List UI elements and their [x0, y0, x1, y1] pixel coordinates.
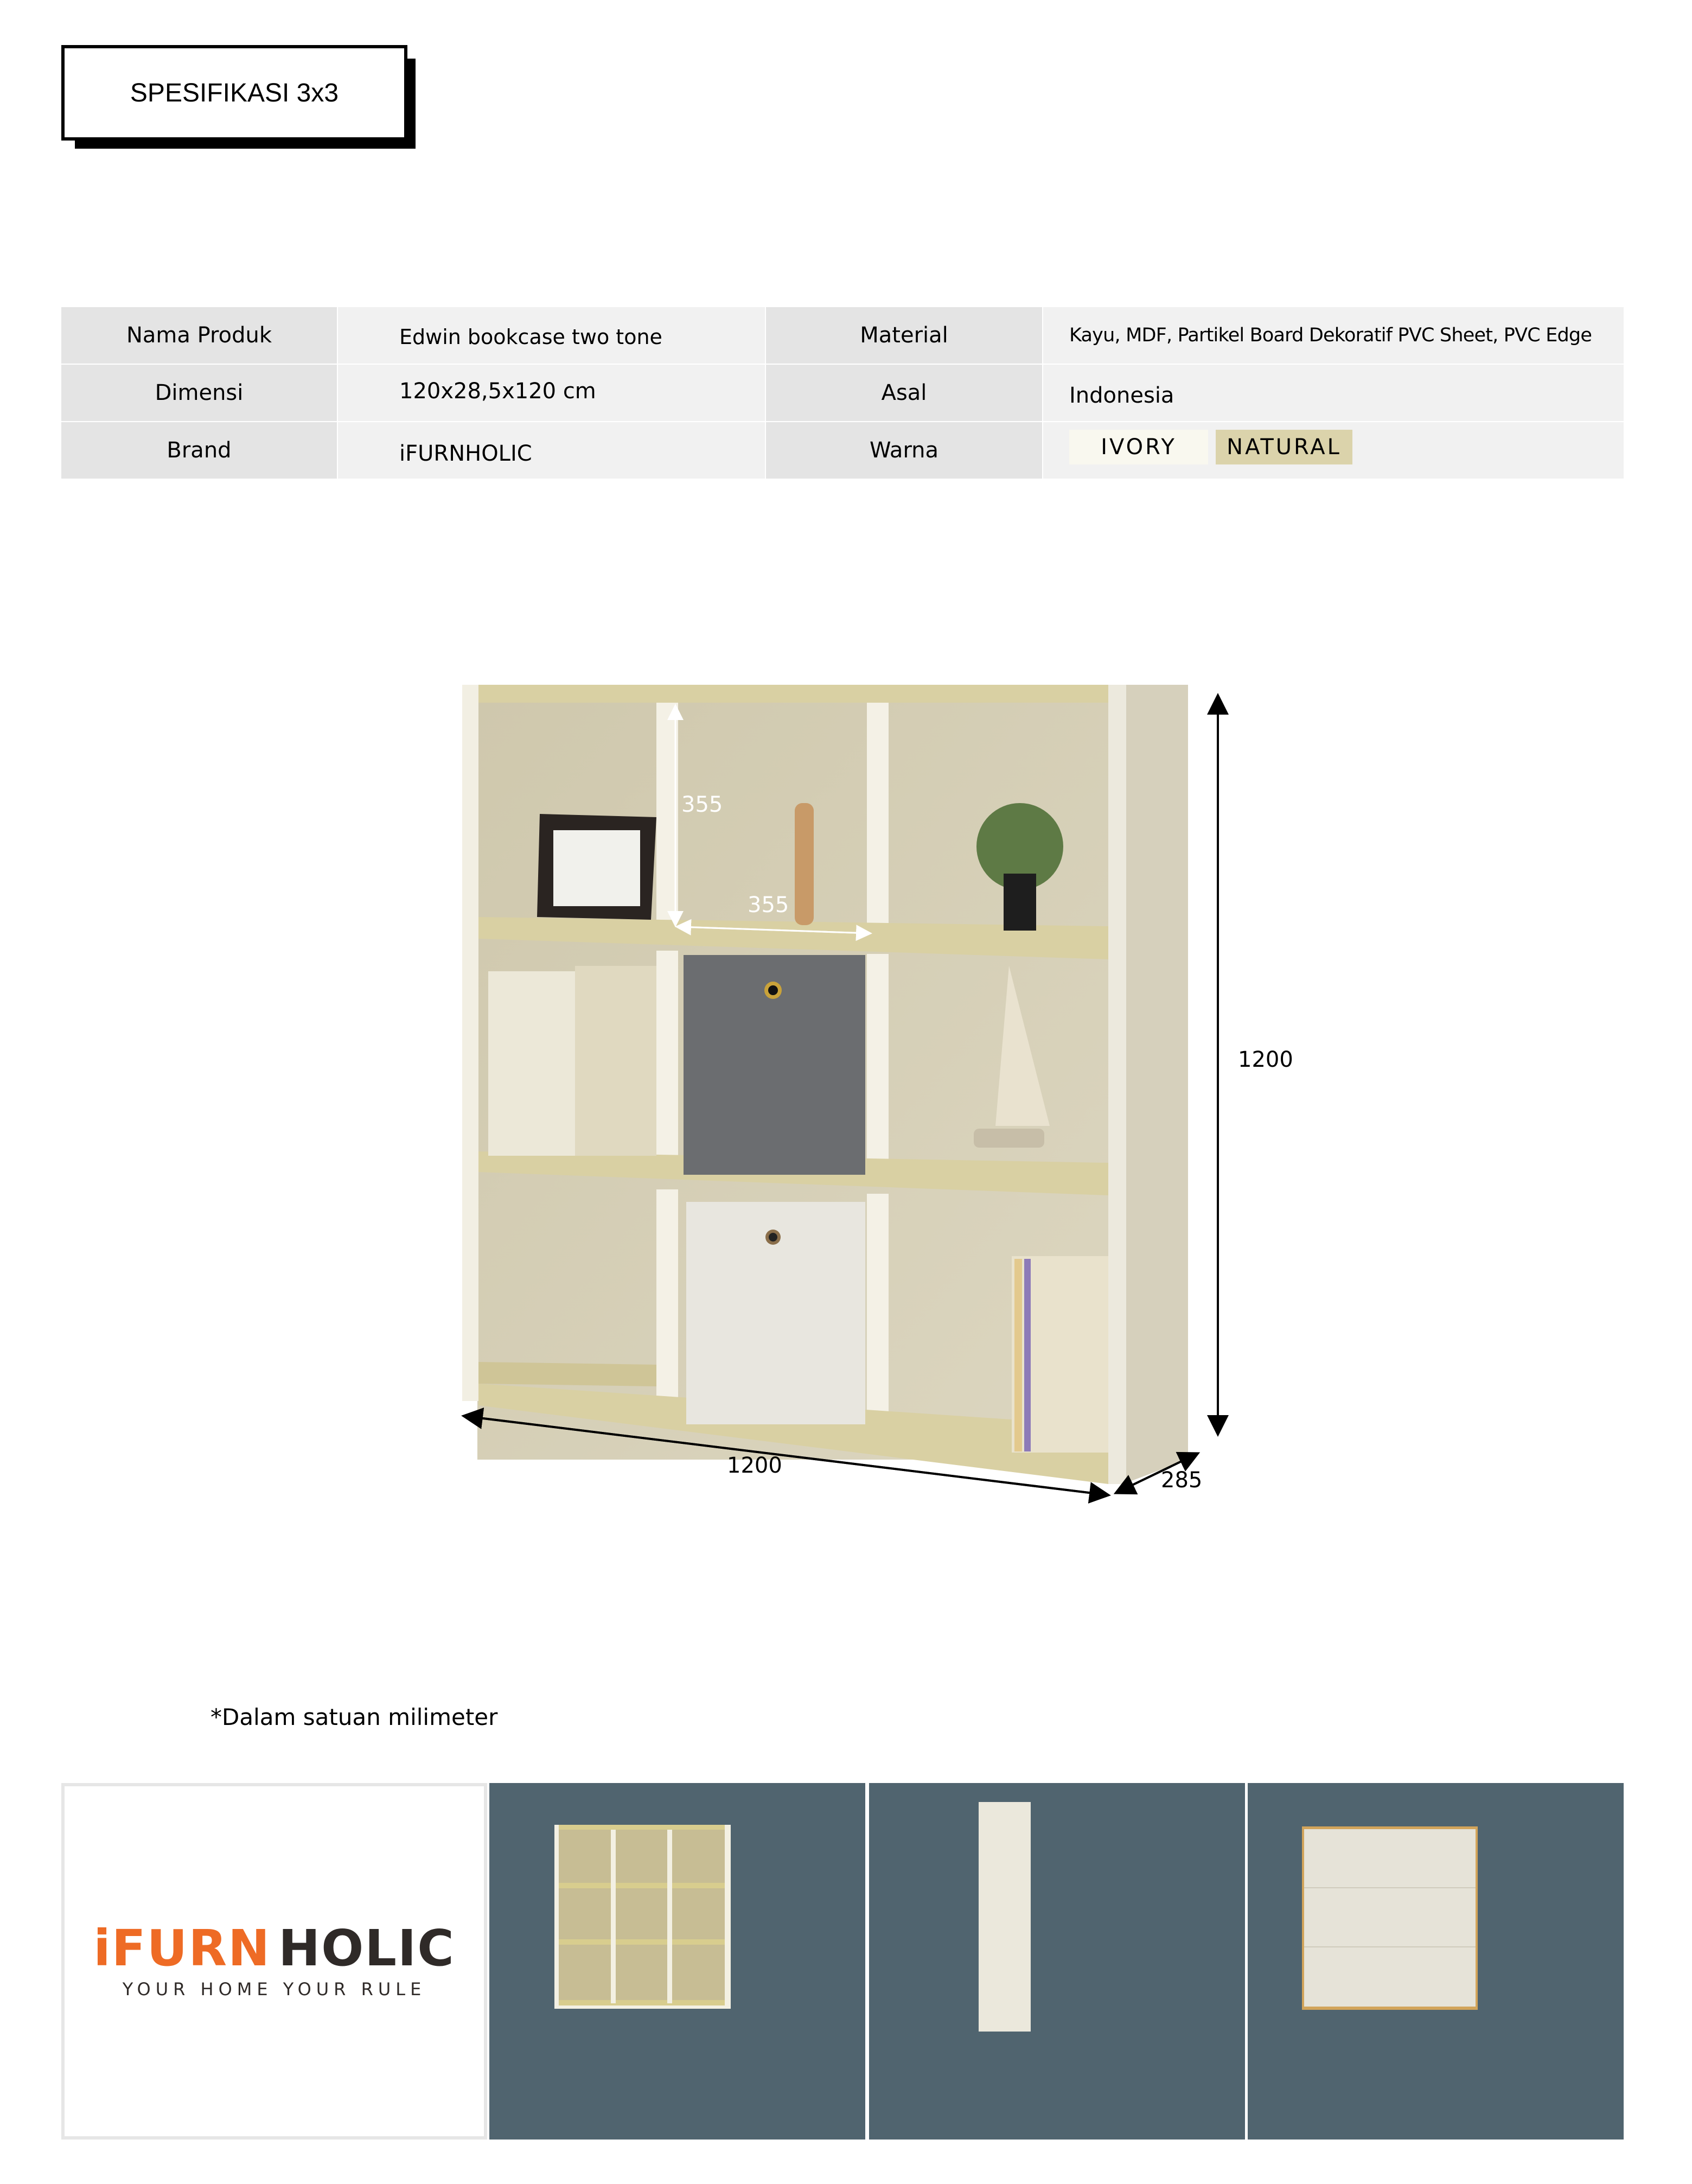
spec-label: Asal	[766, 365, 1042, 421]
spec-label: Nama Produk	[61, 307, 337, 364]
color-swatch-label: IVORY	[1101, 435, 1177, 460]
title-box	[61, 45, 407, 141]
gallery-thumb-side[interactable]	[869, 1783, 1245, 2140]
spec-value: Edwin bookcase two tone	[338, 307, 765, 364]
unit-footnote: *Dalam satuan milimeter	[210, 1704, 498, 1730]
brand-logo	[93, 1919, 455, 1977]
spec-row	[61, 365, 1624, 421]
logo-part-dark: HOLIC	[278, 1919, 455, 1977]
spec-label: Warna	[766, 422, 1042, 479]
spec-row	[61, 307, 1624, 364]
color-swatch-label: NATURAL	[1227, 435, 1342, 460]
spec-value: Kayu, MDF, Partikel Board Dekoratif PVC Sheet, PVC Edge	[1043, 307, 1624, 364]
spec-value: 120x28,5x120 cm	[338, 365, 765, 421]
total-height-label: 1200	[1238, 1047, 1293, 1072]
logo-part-orange: iFURN	[93, 1919, 271, 1977]
bookshelf-front-icon	[489, 1783, 865, 2140]
color-swatch-ivory	[1069, 430, 1208, 464]
spec-label: Dimensi	[61, 365, 337, 421]
color-swatch-natural	[1216, 430, 1352, 464]
spec-label: Material	[766, 307, 1042, 364]
spec-value: iFURNHOLIC	[338, 422, 765, 479]
total-width-label: 1200	[727, 1453, 782, 1478]
gallery-logo-panel	[61, 1783, 487, 2140]
spec-value: Indonesia	[1043, 365, 1624, 421]
product-figure	[456, 673, 1302, 1519]
cube-width-label: 355	[748, 893, 789, 918]
wooden-hand-icon	[795, 803, 814, 925]
back-panel-icon	[1248, 1783, 1624, 2140]
spec-table	[61, 307, 1624, 480]
side-panel-icon	[869, 1783, 1245, 2140]
bookshelf-illustration	[456, 673, 1302, 1519]
gallery-thumb-back[interactable]	[1248, 1783, 1624, 2140]
page-title: SPESIFIKASI 3x3	[130, 78, 339, 107]
depth-label: 285	[1161, 1468, 1203, 1493]
books-icon	[488, 971, 575, 1156]
spec-label: Brand	[61, 422, 337, 479]
brand-tagline: YOUR HOME YOUR RULE	[122, 1978, 426, 2000]
color-swatches	[1043, 422, 1624, 479]
cube-height-label: 355	[681, 792, 723, 817]
spec-row	[61, 422, 1624, 479]
gallery-thumb-front[interactable]	[489, 1783, 865, 2140]
